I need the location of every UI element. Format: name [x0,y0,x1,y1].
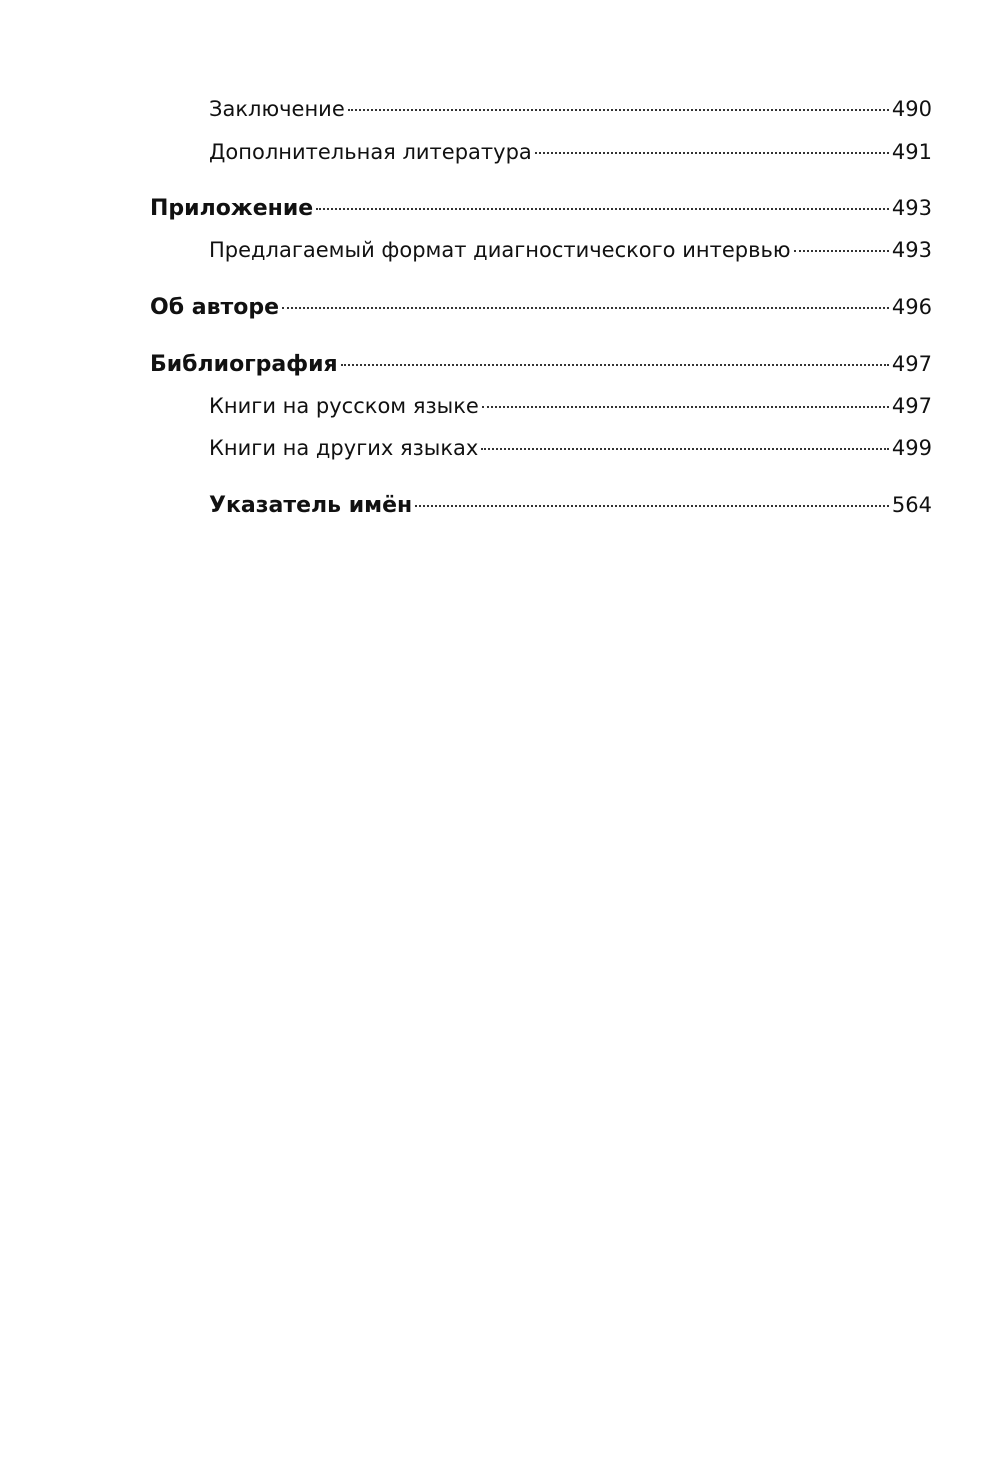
toc-entry-page-number: 491 [891,140,932,164]
toc-entry-title: Библиография [150,352,338,377]
toc-entry-title: Книги на других языках [209,436,479,460]
dot-leader [482,406,889,408]
toc-entry-appendix [150,193,932,224]
toc-entry-conclusion [209,94,932,124]
toc-entry-diagnostic-interview [209,235,932,265]
dot-leader [415,505,889,507]
dot-leader [348,109,889,111]
toc-entry-page-number: 564 [891,493,932,517]
toc-entry-russian-books [209,391,932,421]
toc-entry-title: Заключение [209,97,345,121]
dot-leader [341,364,889,366]
toc-entry-title: Книги на русском языке [209,394,479,418]
toc-entry-about-author [150,292,932,323]
toc-entry-page-number: 497 [891,394,932,418]
dot-leader [794,250,889,252]
toc-entry-page-number: 490 [891,97,932,121]
toc-entry-page-number: 497 [891,352,932,376]
dot-leader [535,152,889,154]
toc-entry-further-reading [209,137,932,167]
toc-entry-bibliography [150,349,932,380]
dot-leader [282,307,889,309]
toc-entry-page-number: 493 [891,196,932,220]
toc-entry-page-number: 499 [891,436,932,460]
toc-entry-page-number: 496 [891,295,932,319]
toc-entry-other-language-books [209,433,932,463]
toc-entry-name-index [209,490,932,521]
dot-leader [481,448,889,450]
toc-entry-page-number: 493 [891,238,932,262]
dot-leader [316,208,889,210]
toc-entry-title: Приложение [150,196,314,221]
toc-entry-title: Дополнительная литература [209,140,532,164]
toc-entry-title: Об авторе [150,295,280,320]
toc-entry-title: Указатель имён [209,493,413,518]
toc-entry-title: Предлагаемый формат диагностического интервью [209,238,791,262]
